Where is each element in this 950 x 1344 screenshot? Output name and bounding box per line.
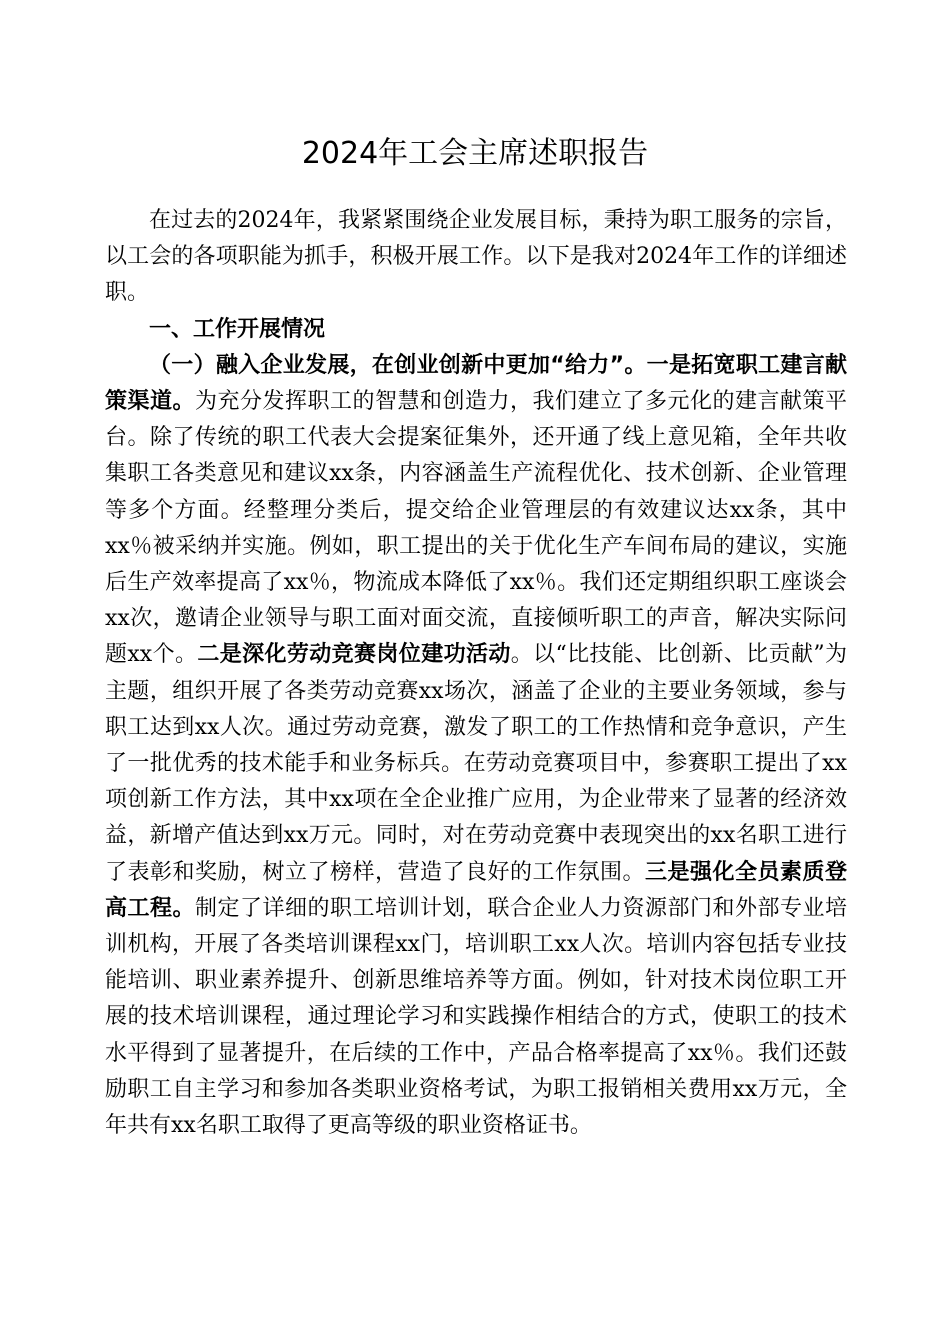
section-heading: 一、工作开展情况 bbox=[149, 316, 326, 342]
document-body bbox=[105, 203, 847, 1144]
subsection-heading: （一）融入企业发展，在创业创新中更加“给力”。 bbox=[149, 352, 647, 378]
point2-text: 。以“比技能、比创新、比贡献”为主题，组织开展了各类劳动竞赛xx场次，涵盖了企业的主要业务领域，参与职工达到xx人次。通过劳动竞赛，激发了职工的工作热情和竞争意识，产生了一批优秀的技术能手和业务标兵。在劳动竞赛项目中，参赛职工提出了xx项创新工作方法，其中xx项在全企业推广应用，为企业带来了显著的经济效益，新增产值达到xx万元。同时，对在劳动竞赛中表现突出的xx名职工进行了表彰和奖励，树立了榜样，营造了良好的工作氛围。 bbox=[105, 642, 847, 885]
point2-title: 二是深化劳动竞赛岗位建功活动 bbox=[197, 642, 511, 668]
subsection-paragraph bbox=[105, 348, 847, 1144]
intro-paragraph: 在过去的2024年，我紧紧围绕企业发展目标，秉持为职工服务的宗旨，以工会的各项职能为抓手，积极开展工作。以下是我对2024年工作的详细述职。 bbox=[105, 208, 847, 306]
point3-title: 三是强化全员素质登高工程。 bbox=[105, 859, 847, 921]
document-title: 2024年工会主席述职报告 bbox=[301, 136, 649, 171]
point3-text: 制定了详细的职工培训计划，联合企业人力资源部门和外部专业培训机构，开展了各类培训课程xx门，培训职工xx人次。培训内容包括专业技能培训、职业素养提升、创新思维培养等方面。例如，针对技术岗位职工开展的技术培训课程，通过理论学习和实践操作相结合的方式，使职工的技术水平得到了显著提升，在后续的工作中，产品合格率提高了xx％。我们还鼓励职工自主学习和参加各类职业资格考试，为职工报销相关费用xx万元，全年共有xx名职工取得了更高等级的职业资格证书。 bbox=[105, 895, 847, 1139]
point1-text: 为充分发挥职工的智慧和创造力，我们建立了多元化的建言献策平台。除了传统的职工代表大会提案征集外，还开通了线上意见箱，全年共收集职工各类意见和建议xx条，内容涵盖生产流程优化、技术创新、企业管理等多个方面。经整理分类后，提交给企业管理层的有效建议达xx条，其中xx％被采纳并实施。例如，职工提出的关于优化生产车间布局的建议，实施后生产效率提高了xx％，物流成本降低了xx％。我们还定期组织职工座谈会xx次，邀请企业领导与职工面对面交流，直接倾听职工的声音，解决实际问题xx个。 bbox=[105, 389, 847, 668]
point1-title: 一是拓宽职工建言献策渠道。 bbox=[105, 352, 847, 415]
